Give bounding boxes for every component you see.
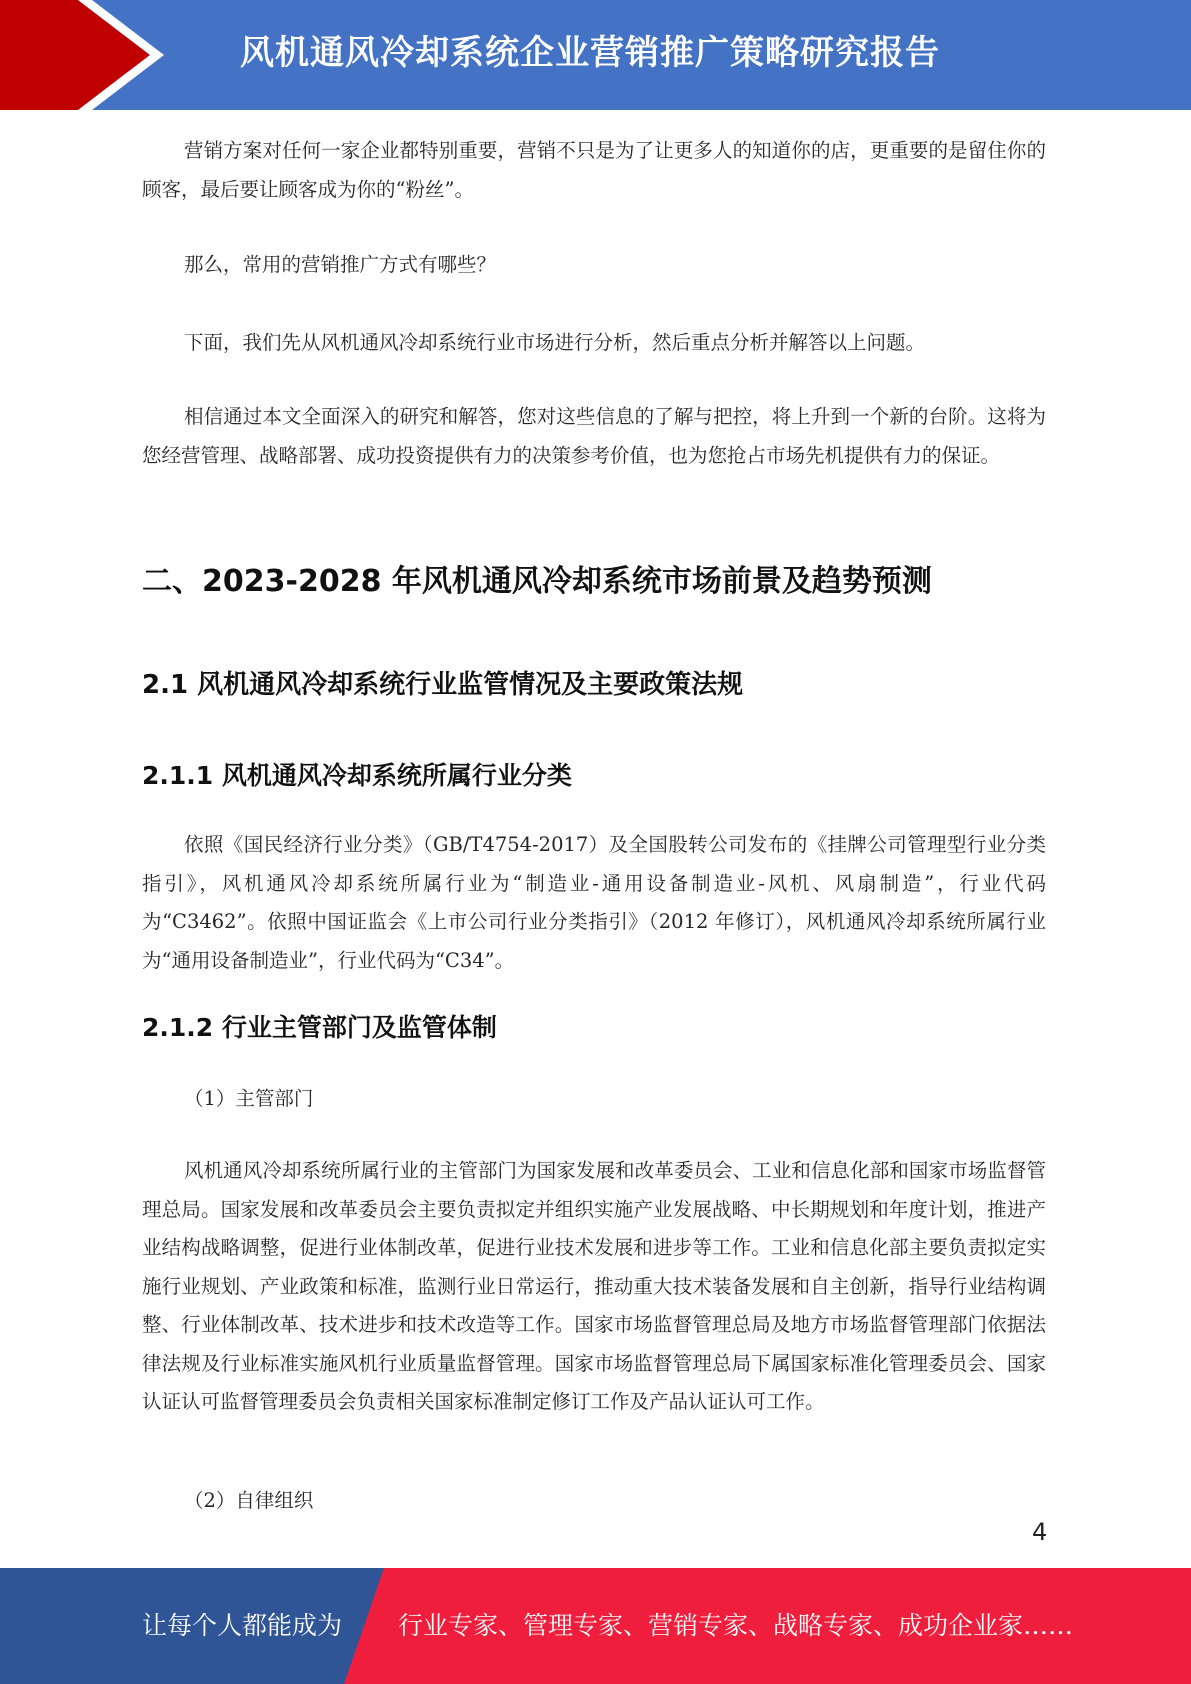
competent-dept-label: （1）主管部门	[184, 1087, 314, 1110]
section-heading: 二、2023-2028 年风机通风冷却系统市场前景及趋势预测	[142, 564, 932, 599]
page-number: 4	[1032, 1518, 1048, 1546]
overview-paragraph: 下面，我们先从风机通风冷却系统行业市场进行分析，然后重点分析并解答以上问题。	[184, 331, 926, 354]
competent-dept-paragraph: 风机通风冷却系统所属行业的主管部门为国家发展和改革委员会、工业和信息化部和国家市场监督管理总局。国家发展和改革委员会主要负责拟定并组织实施产业发展战略、中长期规划和年度计划，推进产业结构战略调整，促进行业体制改革，促进行业技术发展和进步等工作。工业和信息化部主要负责拟定实施行业规划、产业政策和标准，监测行业日常运行，推动重大技术装备发展和自主创新，指导行业结构调整、行业体制改革、技术进步和技术改造等工作。国家市场监督管理总局及地方市场监督管理部门依据法律法规及行业标准实施风机行业质量监督管理。国家市场监督管理总局下属国家标准化管理委员会、国家认证认可监督管理委员会负责相关国家标准制定修订工作及产品认证认可工作。	[142, 1159, 1046, 1413]
self-regulatory-label: （2）自律组织	[184, 1489, 314, 1512]
footer-slogan-left: 让每个人都能成为	[142, 1611, 343, 1640]
regulation-heading: 2.1.2 行业主管部门及监管体制	[142, 1013, 497, 1042]
report-title: 风机通风冷却系统企业营销推广策略研究报告	[240, 33, 940, 73]
classification-heading: 2.1.1 风机通风冷却系统所属行业分类	[142, 761, 572, 790]
intro-paragraph: 营销方案对任何一家企业都特别重要，营销不只是为了让更多人的知道你的店，更重要的是留住你的顾客，最后要让顾客成为你的“粉丝”。	[142, 139, 1046, 201]
classification-paragraph: 依照《国民经济行业分类》（GB/T4754-2017）及全国股转公司发布的《挂牌公司管理型行业分类指引》，风机通风冷却系统所属行业为“制造业-通用设备制造业-风机、风扇制造”，行业代码为“C3462”。依照中国证监会《上市公司行业分类指引》（2012 年修订），风机通风冷却系统所属行业为“通用设备制造业”，行业代码为“C34”。	[142, 833, 1046, 972]
subsection-heading: 2.1 风机通风冷却系统行业监管情况及主要政策法规	[142, 670, 744, 700]
footer-slogan-right: 行业专家、管理专家、营销专家、战略专家、成功企业家……	[398, 1611, 1074, 1640]
value-paragraph: 相信通过本文全面深入的研究和解答，您对这些信息的了解与把控，将上升到一个新的台阶。这将为您经营管理、战略部署、成功投资提供有力的决策参考价值，也为您抢占市场先机提供有力的保证。	[142, 405, 1046, 467]
page-footer	[0, 1568, 1191, 1684]
question-paragraph: 那么，常用的营销推广方式有哪些？	[184, 253, 497, 276]
page-header	[0, 0, 1191, 110]
